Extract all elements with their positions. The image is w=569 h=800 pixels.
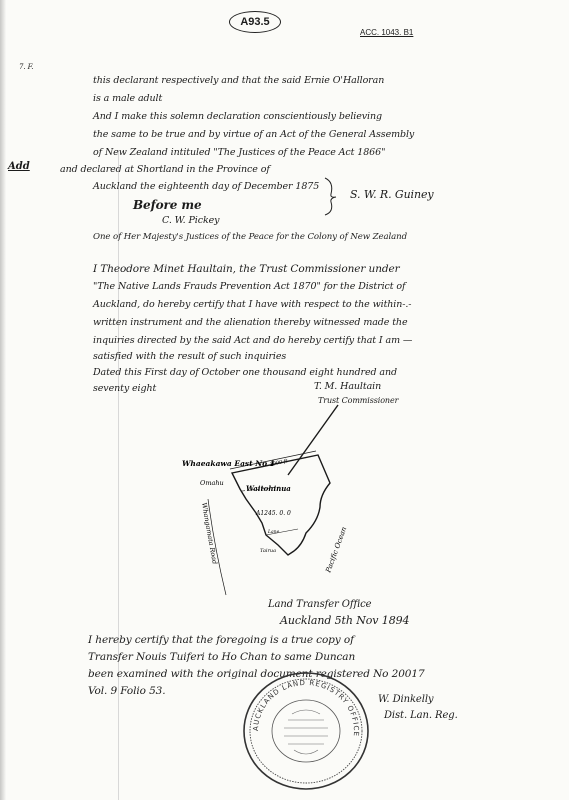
justice-name: C. W. Pickey (162, 215, 220, 226)
registry-seal (240, 670, 372, 792)
land-office-date: Auckland 5th Nov 1894 (280, 614, 410, 627)
margin-note: 7. F. (19, 63, 34, 71)
scan-edge-shadow (0, 0, 6, 800)
accession-number: ACC. 1043. B1 (360, 28, 414, 37)
seal-ring-text: AUCKLAND LAND REGISTRY OFFICE (251, 678, 361, 738)
land-office-line: Transfer Nouis Tuiferi to Ho Chan to same Duncan (88, 651, 356, 663)
before-me: Before me (133, 198, 202, 212)
block-outline (232, 455, 330, 555)
map-label-boundary: 1000 ft (269, 458, 289, 468)
add-label: Add (8, 161, 30, 172)
land-office-line: been examined with the original document registered No 20017 (88, 668, 425, 680)
certificate-line: Auckland, do hereby certify that I have with respect to the within-.- (93, 299, 412, 310)
certificate-line: seventy eight (93, 383, 157, 394)
declarant-signature: S. W. R. Guiney (350, 188, 434, 201)
registrar-title: Dist. Lan. Reg. (384, 710, 458, 721)
brace-mark (322, 176, 340, 216)
declaration-line: is a male adult (93, 93, 163, 104)
boundary-map (170, 395, 430, 615)
land-office-name: Land Transfer Office (268, 599, 372, 610)
declaration-line: Auckland the eighteenth day of December 1875 (93, 181, 320, 192)
map-label-ocean: Pacific Ocean (324, 525, 349, 574)
registrar-signature: W. Dinkelly (378, 694, 434, 705)
map-label-south-area: Tairua (260, 548, 277, 554)
commissioner-signature: T. M. Haultain (314, 381, 382, 392)
certificate-line: Dated this First day of October one thousand eight hundred and (93, 367, 397, 378)
land-office-line: I hereby certify that the foregoing is a true copy of (88, 634, 354, 646)
declaration-line: this declarant respectively and that the said Ernie O'Halloran (93, 75, 385, 86)
certificate-line: satisfied with the result of such inquiries (93, 351, 287, 362)
map-label-area: A1245. 0. 0 (256, 510, 291, 517)
commissioner-title: Trust Commissioner (318, 396, 399, 405)
declaration-line: And I make this solemn declaration conscientiously believing (93, 111, 382, 122)
map-label-south-note: Lane (268, 530, 280, 535)
certificate-line: written instrument and the alienation thereby witnessed made the (93, 317, 408, 328)
north-line (288, 405, 338, 475)
map-label-main-block: Waitohinua (246, 484, 291, 493)
map-label-north: Whaeakawa East No 1 (182, 459, 275, 468)
reference-number: A93.5 (229, 11, 281, 33)
land-office-line: Vol. 9 Folio 53. (88, 685, 166, 697)
justice-title: One of Her Majesty's Justices of the Peace for the Colony of New Zealand (93, 232, 408, 242)
certificate-line: inquiries directed by the said Act and do hereby certify that I am — (93, 335, 413, 346)
map-label-west-road: Whangamata Road (200, 501, 219, 565)
declaration-line: and declared at Shortland in the Province of (60, 164, 270, 175)
certificate-line: "The Native Lands Frauds Prevention Act 1870" for the District of (93, 281, 406, 292)
map-label-omahu: Omahu (200, 479, 224, 487)
svg-text:AUCKLAND LAND REGISTRY OFFICE (252, 679, 360, 737)
margin-rule (118, 150, 119, 800)
declaration-line: the same to be true and by virtue of an Act of the General Assembly (93, 129, 415, 140)
certificate-line: I Theodore Minet Haultain, the Trust Commissioner under (93, 263, 400, 275)
declaration-line: of New Zealand intituled "The Justices of the Peace Act 1866" (93, 147, 386, 158)
